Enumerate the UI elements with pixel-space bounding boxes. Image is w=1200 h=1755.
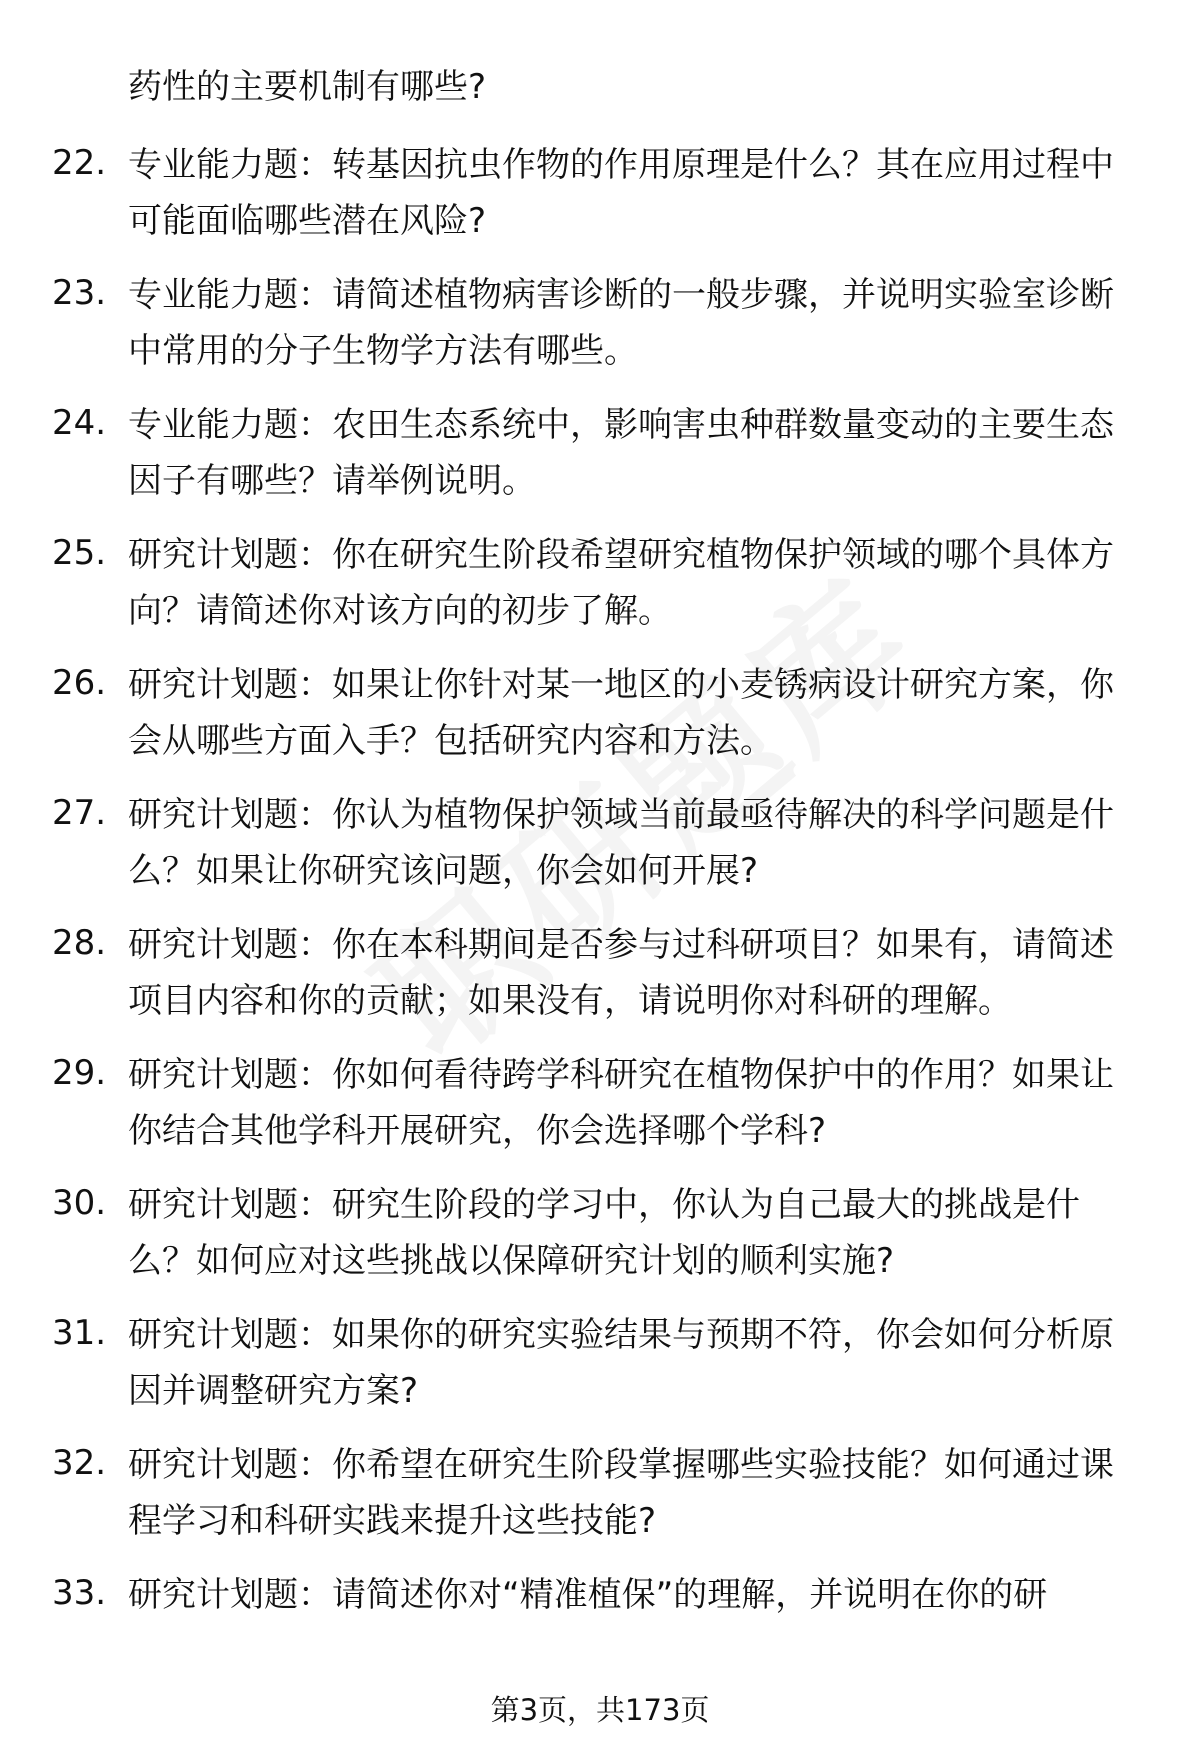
question-item-33 (0, 1567, 1200, 1675)
question-item-31 (0, 1307, 1200, 1415)
question-text: 专业能力题：请简述植物病害诊断的一般步骤，并说明实验室诊断中常用的分子生物学方法有哪些。 (128, 275, 1114, 371)
question-text: 研究计划题：如果让你针对某一地区的小麦锈病设计研究方案，你会从哪些方面入手？包括研究内容和方法。 (128, 665, 1114, 761)
question-item-29 (0, 1047, 1200, 1155)
question-item-32 (0, 1437, 1200, 1545)
question-item-26 (0, 657, 1200, 765)
question-text: 研究计划题：你如何看待跨学科研究在植物保护中的作用？如果让你结合其他学科开展研究，你会选择哪个学科? (128, 1055, 1114, 1151)
question-text: 研究计划题：研究生阶段的学习中，你认为自己最大的挑战是什么？如何应对这些挑战以保障研究计划的顺利实施? (128, 1185, 1080, 1281)
question-number: 29. (52, 1053, 107, 1093)
question-number: 22. (52, 143, 107, 183)
question-item-25 (0, 527, 1200, 635)
question-text: 研究计划题：如果你的研究实验结果与预期不符，你会如何分析原因并调整研究方案? (128, 1315, 1114, 1411)
question-text: 研究计划题：你希望在研究生阶段掌握哪些实验技能？如何通过课程学习和科研实践来提升这些技能? (128, 1445, 1114, 1541)
question-text: 研究计划题：你在研究生阶段希望研究植物保护领域的哪个具体方向？请简述你对该方向的初步了解。 (128, 535, 1114, 631)
question-number: 23. (52, 273, 107, 313)
page-footer: 第3页，共173页 (490, 1693, 710, 1727)
question-text: 研究计划题：你认为植物保护领域当前最亟待解决的科学问题是什么？如果让你研究该问题，你会如何开展? (128, 795, 1114, 891)
question-text: 研究计划题：你在本科期间是否参与过科研项目？如果有，请简述项目内容和你的贡献；如果没有，请说明你对科研的理解。 (128, 925, 1114, 1021)
question-number: 33. (52, 1573, 107, 1613)
question-number: 30. (52, 1183, 107, 1223)
question-list (0, 137, 1200, 1697)
question-item-23 (0, 267, 1200, 375)
question-text: 专业能力题：转基因抗虫作物的作用原理是什么？其在应用过程中可能面临哪些潜在风险? (128, 145, 1114, 241)
question-number: 28. (52, 923, 107, 963)
question-number: 32. (52, 1443, 107, 1483)
question-number: 24. (52, 403, 107, 443)
question-number: 26. (52, 663, 107, 703)
question-text: 研究计划题：请简述你对“精准植保”的理解，并说明在你的研 (128, 1575, 1048, 1615)
question-number: 25. (52, 533, 107, 573)
question-number: 27. (52, 793, 107, 833)
question-item-22 (0, 137, 1200, 245)
question-item-27 (0, 787, 1200, 895)
question-item-30 (0, 1177, 1200, 1285)
question-text: 专业能力题：农田生态系统中，影响害虫种群数量变动的主要生态因子有哪些？请举例说明。 (128, 405, 1114, 501)
question-number: 31. (52, 1313, 107, 1353)
continuation-text: 药性的主要机制有哪些? (128, 67, 487, 107)
question-item-24 (0, 397, 1200, 505)
question-item-28 (0, 917, 1200, 1025)
